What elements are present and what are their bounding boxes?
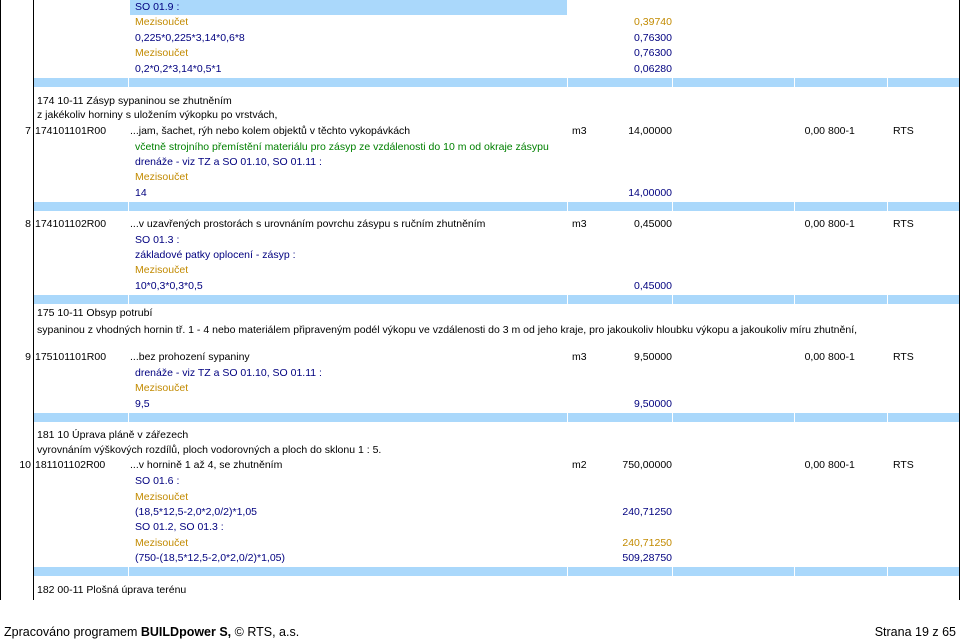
top-mezisoucet-row-2 — [0, 46, 960, 61]
item-source: RTS — [893, 459, 914, 471]
item-calc-row — [0, 397, 960, 412]
item-note-row — [0, 140, 960, 155]
mezisoucet-label: Mezisoučet — [135, 382, 189, 394]
item-description: ...bez prohození sypaniny — [130, 351, 250, 363]
item-ref-row — [0, 155, 960, 170]
item-price: 0,00 — [804, 218, 825, 230]
calc-value: 14,00000 — [628, 187, 672, 199]
page-footer — [0, 625, 960, 641]
row-separator — [34, 567, 960, 576]
mezisoucet-label: Mezisoučet — [135, 47, 189, 59]
item-quantity: 750,00000 — [622, 459, 672, 471]
mezisoucet-value: 0,76300 — [634, 47, 672, 59]
item-number: 9 — [25, 351, 31, 363]
item-row — [0, 350, 960, 365]
section-text: vyrovnáním výškových rozdílů, ploch vodorovných a ploch do sklonu 1 : 5. — [37, 444, 382, 456]
item-calc-row — [0, 279, 960, 294]
item-unit: m3 — [572, 125, 587, 137]
row-separator — [34, 78, 960, 87]
calc-text: 14 — [135, 187, 147, 199]
mezisoucet-label: Mezisoučet — [135, 16, 189, 28]
calc-value: 509,28750 — [622, 552, 672, 564]
item-number: 8 — [25, 218, 31, 230]
mezisoucet-label: Mezisoučet — [135, 491, 189, 503]
item-quantity: 9,50000 — [634, 351, 672, 363]
item-ref-row — [0, 366, 960, 381]
section-title: 181 10 Úprava pláně v zářezech — [37, 429, 189, 441]
section-description — [0, 108, 960, 123]
section-text: z jakékoliv horniny s uložením výkopku po vrstvách, — [37, 109, 278, 121]
item-catalog: 800-1 — [828, 459, 855, 471]
item-source: RTS — [893, 351, 914, 363]
item-reference: základové patky oplocení - zásyp : — [135, 249, 296, 261]
item-ref-row — [0, 248, 960, 263]
item-row — [0, 124, 960, 139]
section-text: sypaninou z vhodných hornin tř. 1 - 4 nebo materiálem připraveným podél výkopu ve vzdálenosti do 3 m od jeho kraje, pro jakoukoliv hloubku výkopu a jakoukoliv míru zhutnění, — [37, 324, 858, 336]
so-label: SO 01.9 : — [135, 1, 180, 13]
item-source: RTS — [893, 218, 914, 230]
section-heading — [0, 583, 960, 598]
item-mezisoucet-row — [0, 490, 960, 505]
item-reference: drenáže - viz TZ a SO 01.10, SO 01.11 : — [135, 367, 322, 379]
item-catalog: 800-1 — [828, 218, 855, 230]
mezisoucet-label: Mezisoučet — [135, 171, 189, 183]
item-mezisoucet-row — [0, 170, 960, 185]
left-border — [0, 0, 1, 600]
formula-text: 0,225*0,225*3,14*0,6*8 — [135, 32, 245, 44]
footer-suffix: © RTS, a.s. — [231, 625, 300, 639]
item-description: ...v hornině 1 až 4, se zhutněním — [130, 459, 283, 471]
row-separator — [34, 202, 960, 211]
item-catalog: 800-1 — [828, 351, 855, 363]
item-code: 181101102R00 — [35, 459, 106, 471]
top-so-row — [0, 0, 960, 15]
item-so: SO 01.2, SO 01.3 : — [135, 521, 224, 533]
section-heading — [0, 306, 960, 321]
item-quantity: 0,45000 — [634, 218, 672, 230]
footer-credit — [4, 625, 299, 639]
calc-text: (18,5*12,5-2,0*2,0/2)*1,05 — [135, 506, 258, 518]
formula-text: 0,2*0,2*3,14*0,5*1 — [135, 63, 222, 75]
top-formula-row-2 — [0, 62, 960, 77]
item-number: 10 — [19, 459, 31, 471]
calc-value: 9,50000 — [634, 398, 672, 410]
item-row — [0, 458, 960, 473]
calc-value: 240,71250 — [622, 506, 672, 518]
item-so-row — [0, 233, 960, 248]
row-separator — [34, 295, 960, 304]
item-mezisoucet-row — [0, 381, 960, 396]
item-source: RTS — [893, 125, 914, 137]
item-calc-row — [0, 551, 960, 566]
top-mezisoucet-row-1 — [0, 15, 960, 30]
item-so: SO 01.3 : — [135, 234, 180, 246]
item-quantity: 14,00000 — [628, 125, 672, 137]
item-price: 0,00 — [804, 459, 825, 471]
row-separator — [34, 413, 960, 422]
mezisoucet-value: 0,39740 — [634, 16, 672, 28]
item-description: ...jam, šachet, rýh nebo kolem objektů v těchto vykopávkách — [130, 125, 411, 137]
mezisoucet-value: 240,71250 — [622, 537, 672, 549]
item-mezisoucet-row — [0, 536, 960, 551]
section-description — [0, 323, 960, 338]
item-price: 0,00 — [804, 125, 825, 137]
calc-text: (750-(18,5*12,5-2,0*2,0/2)*1,05) — [135, 552, 286, 564]
section-title: 174 10-11 Zásyp sypaninou se zhutněním — [37, 95, 232, 107]
footer-brand: BUILDpower S, — [140, 625, 232, 639]
mezisoucet-label: Mezisoučet — [135, 537, 189, 549]
item-price: 0,00 — [804, 351, 825, 363]
item-unit: m2 — [572, 459, 587, 471]
item-so-row — [0, 520, 960, 535]
item-note: včetně strojního přemístění materiálu pro zásyp ze vzdálenosti do 10 m od okraje zásypu — [135, 141, 549, 153]
formula-value: 0,76300 — [634, 32, 672, 44]
section-description — [0, 443, 960, 458]
item-unit: m3 — [572, 351, 587, 363]
section-title: 175 10-11 Obsyp potrubí — [37, 307, 153, 319]
item-so-row — [0, 474, 960, 489]
item-calc-row — [0, 186, 960, 201]
item-unit: m3 — [572, 218, 587, 230]
calc-text: 9,5 — [135, 398, 150, 410]
section-heading — [0, 428, 960, 443]
page-number: Strana 19 z 65 — [874, 625, 956, 639]
formula-value: 0,06280 — [634, 63, 672, 75]
section-title: 182 00-11 Plošná úprava terénu — [37, 584, 187, 596]
item-number: 7 — [25, 125, 31, 137]
item-row — [0, 217, 960, 232]
column-divider — [33, 0, 34, 600]
item-code: 174101101R00 — [35, 125, 107, 137]
item-reference: drenáže - viz TZ a SO 01.10, SO 01.11 : — [135, 156, 322, 168]
item-description: ...v uzavřených prostorách s urovnáním povrchu zásypu s ručním zhutněním — [130, 218, 486, 230]
item-calc-row — [0, 505, 960, 520]
item-mezisoucet-row — [0, 263, 960, 278]
item-so: SO 01.6 : — [135, 475, 180, 487]
mezisoucet-label: Mezisoučet — [135, 264, 189, 276]
calc-value: 0,45000 — [634, 280, 672, 292]
item-catalog: 800-1 — [828, 125, 855, 137]
item-code: 175101101R00 — [35, 351, 107, 363]
item-code: 174101102R00 — [35, 218, 107, 230]
section-heading — [0, 94, 960, 109]
footer-prefix: Zpracováno programem — [4, 625, 141, 639]
top-formula-row-1 — [0, 31, 960, 46]
calc-text: 10*0,3*0,3*0,5 — [135, 280, 203, 292]
